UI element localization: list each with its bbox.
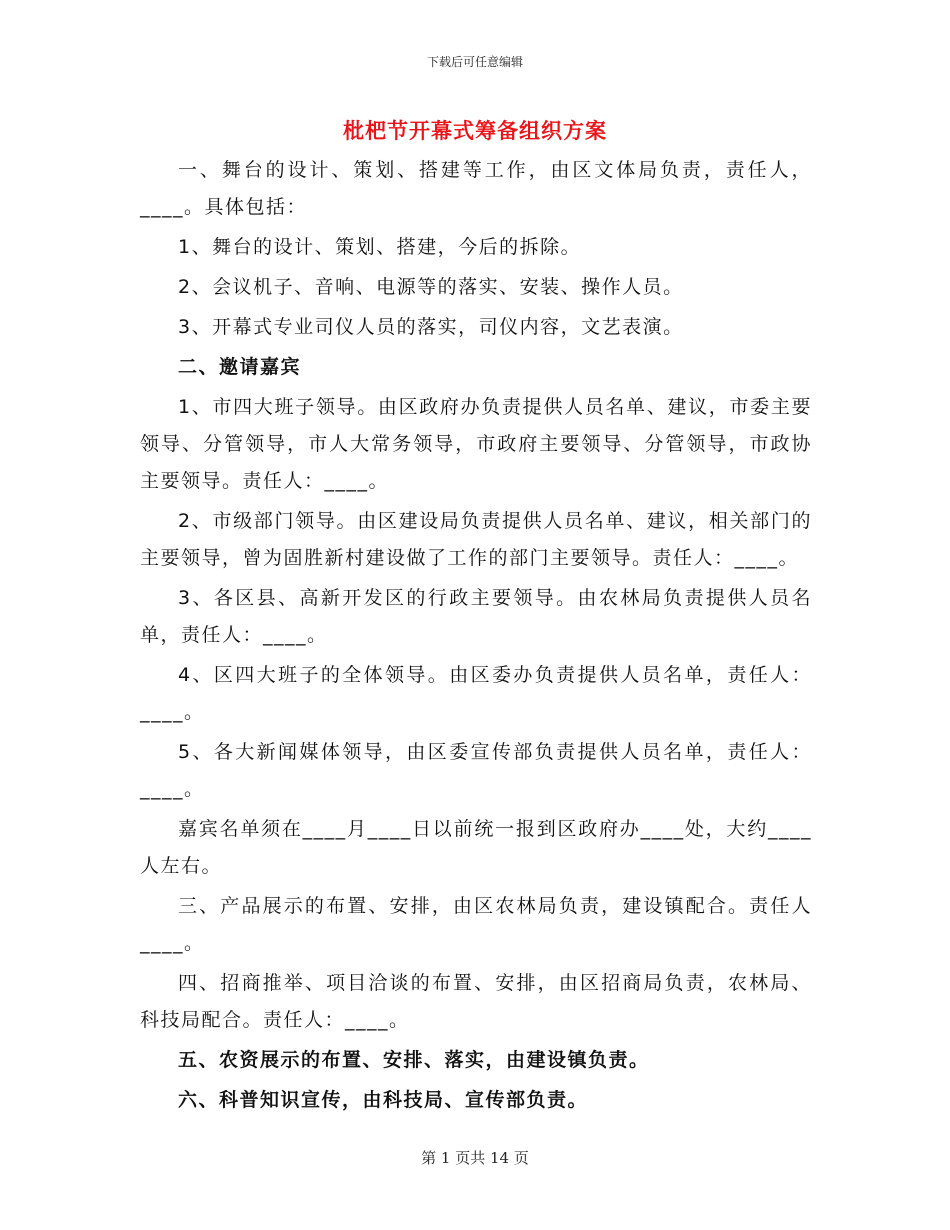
paragraph-item: 4、区四大班子的全体领导。由区委办负责提供人员名单，责任人：____。 — [140, 664, 812, 723]
paragraph-section-6: 六、科普知识宣传，由科技局、宣传部负责。 — [178, 1089, 589, 1111]
document-title: 枇杷节开幕式筹备组织方案 — [343, 119, 607, 143]
page-number: 第 1 页共 14 页 — [421, 1149, 529, 1167]
paragraph-section-1: 一、舞台的设计、策划、搭建等工作，由区文体局负责，责任人，____。具体包括： — [140, 159, 812, 218]
paragraph-section-4: 四、招商推举、项目洽谈的布置、安排，由区招商局负责，农林局、科技局配合。责任人：____。 — [140, 972, 812, 1031]
paragraph-guest-deadline: 嘉宾名单须在____月____日以前统一报到区政府办____处，大约____人左右。 — [140, 818, 812, 877]
paragraph-section-5: 五、农资展示的布置、安排、落实，由建设镇负责。 — [178, 1049, 650, 1071]
paragraph-item: 2、会议机子、音响、电源等的落实、安装、操作人员。 — [178, 276, 684, 298]
header-note: 下载后可任意编辑 — [426, 55, 523, 69]
paragraph-item: 3、各区县、高新开发区的行政主要领导。由农林局负责提供人员名单，责任人：____。 — [140, 587, 812, 646]
paragraph-section-3: 三、产品展示的布置、安排，由区农林局负责，建设镇配合。责任人____。 — [140, 895, 812, 954]
paragraph-item: 5、各大新闻媒体领导，由区委宣传部负责提供人员名单，责任人：____。 — [140, 741, 812, 800]
section-heading-invite-guests: 二、邀请嘉宾 — [178, 356, 302, 378]
paragraph-item: 1、舞台的设计、策划、搭建，今后的拆除。 — [178, 236, 582, 258]
paragraph-item: 1、市四大班子领导。由区政府办负责提供人员名单、建议，市委主要领导、分管领导，市人大常务领导，市政府主要领导、分管领导，市政协主要领导。责任人：____。 — [140, 396, 812, 492]
document-body — [140, 152, 812, 1122]
paragraph-item: 3、开幕式专业司仪人员的落实，司仪内容，文艺表演。 — [178, 316, 684, 338]
paragraph-item: 2、市级部门领导。由区建设局负责提供人员名单、建议，相关部门的主要领导，曾为固胜新村建设做了工作的部门主要领导。责任人：____。 — [140, 510, 812, 569]
